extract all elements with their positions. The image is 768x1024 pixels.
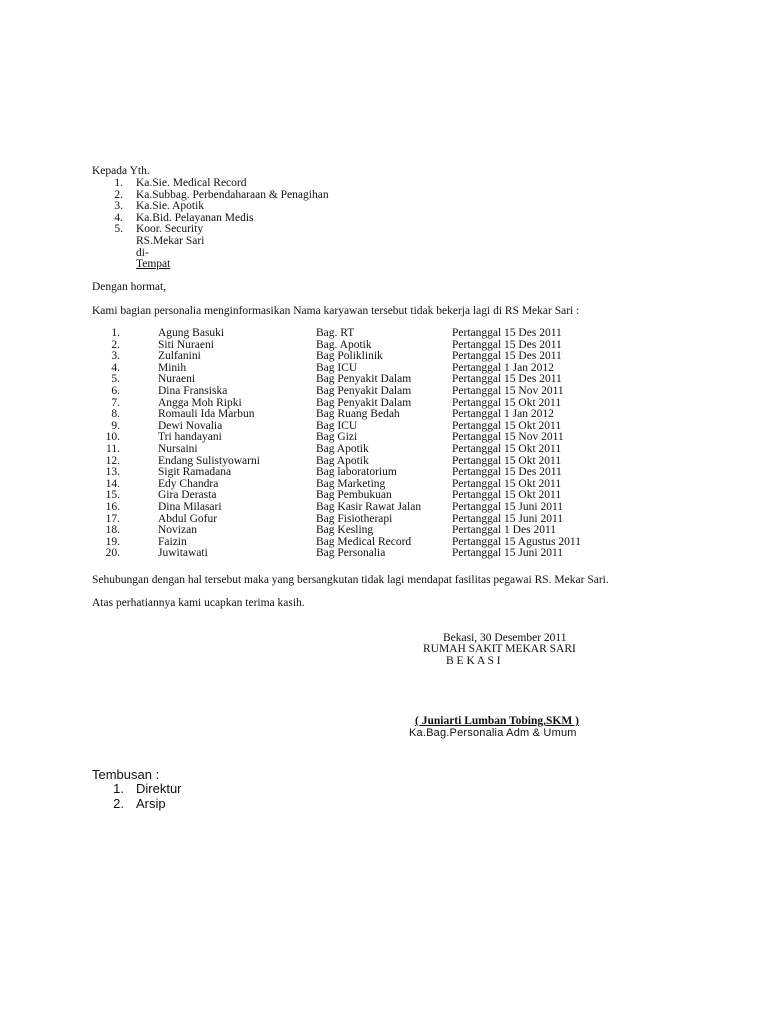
recipient-org: RS.Mekar Sari	[136, 235, 205, 247]
employee-end-date: Pertanggal 1 Des 2011	[452, 524, 557, 537]
employee-end-date: Pertanggal 15 Des 2011	[452, 466, 562, 479]
employee-number: 1.	[111, 327, 120, 339]
employee-name: Agung Basuki	[158, 327, 225, 339]
employee-number: 20.	[105, 547, 120, 560]
employee-number: 14.	[105, 477, 120, 490]
employee-number: 19.	[105, 535, 120, 548]
employee-end-date: Pertanggal 15 Okt 2011	[452, 443, 562, 455]
recipient-di: di-	[136, 247, 149, 259]
employee-number: 9.	[111, 419, 120, 432]
employee-department: Bag Fisiotherapi	[316, 512, 393, 525]
employee-department: Bag Ruang Bedah	[316, 408, 400, 421]
recipient-place: Tempat	[136, 258, 171, 270]
employee-department: Bag Poliklinik	[316, 350, 383, 363]
employee-end-date: Pertanggal 15 Des 2011	[452, 338, 562, 351]
recipient-text: Ka.Sie. Medical Record	[136, 177, 247, 189]
employee-name: Edy Chandra	[158, 477, 219, 490]
employee-name: Abdul Gofur	[158, 512, 218, 525]
employee-name: Nuraeni	[158, 373, 196, 386]
employee-department: Bag Marketing	[316, 477, 386, 490]
institution-city: B E K A S I	[446, 655, 501, 667]
employee-name: Minih	[158, 361, 187, 374]
recipient-number: 5.	[114, 223, 123, 235]
cc-text: Direktur	[136, 781, 182, 796]
employee-name: Dina Fransiska	[158, 385, 228, 397]
recipient-text: Ka.Bid. Pelayanan Medis	[136, 212, 254, 224]
employee-department: Bag Personalia	[316, 547, 386, 560]
employee-number: 16.	[105, 501, 120, 513]
employee-name: Gira Derasta	[158, 489, 217, 502]
employee-number: 5.	[111, 373, 120, 386]
employee-number: 17.	[105, 512, 120, 525]
employee-department: Bag Pembukuan	[316, 489, 392, 502]
employee-name: Faizin	[158, 535, 187, 548]
employee-department: Bag Apotik	[316, 454, 369, 467]
employee-number: 12.	[105, 454, 120, 467]
employee-end-date: Pertanggal 15 Des 2011	[452, 373, 562, 386]
employee-department: Bag ICU	[316, 361, 358, 374]
employee-number: 10.	[105, 431, 120, 444]
employee-number: 15.	[105, 489, 120, 502]
employee-number: 13.	[105, 466, 120, 479]
employee-name: Novizan	[158, 524, 197, 537]
employee-number: 2.	[111, 338, 120, 351]
employee-end-date: Pertanggal 1 Jan 2012	[452, 408, 554, 421]
employee-name: Tri handayani	[158, 431, 222, 444]
recipient-text: Ka.Sie. Apotik	[136, 200, 205, 212]
employee-name: Sigit Ramadana	[158, 466, 232, 479]
employee-name: Romauli Ida Marbun	[158, 408, 255, 421]
employee-end-date: Pertanggal 15 Des 2011	[452, 327, 562, 339]
employee-name: Dewi Novalia	[158, 419, 223, 432]
recipient-number: 3.	[114, 200, 123, 212]
employee-end-date: Pertanggal 15 Okt 2011	[452, 396, 562, 409]
employee-department: Bag. RT	[316, 327, 355, 339]
employee-department: Bag Penyakit Dalam	[316, 396, 412, 409]
recipient-number: 2.	[114, 189, 123, 201]
greeting-to: Kepada Yth.	[92, 165, 150, 177]
employee-end-date: Pertanggal 15 Okt 2011	[452, 454, 562, 467]
employee-department: Bag ICU	[316, 419, 358, 432]
signer-name-text: ( Juniarti Lumban Tobing,SKM )	[415, 715, 579, 727]
intro-paragraph: Kami bagian personalia menginformasikan Nama karyawan tersebut tidak bekerja lagi di RS Mekar Sari :	[92, 305, 580, 317]
employee-end-date: Pertanggal 15 Des 2011	[452, 350, 562, 363]
employee-end-date: Pertanggal 15 Okt 2011	[452, 477, 562, 490]
employee-department: Bag Kesling	[316, 524, 374, 537]
cc-text: Arsip	[136, 796, 166, 811]
employee-department: Bag laboratorium	[316, 466, 397, 479]
employee-department: Bag Penyakit Dalam	[316, 385, 412, 397]
employee-number: 7.	[111, 396, 120, 409]
employee-number: 11.	[106, 443, 120, 455]
employee-end-date: Pertanggal 15 Juni 2011	[452, 547, 564, 560]
employee-name: Zulfanini	[158, 350, 201, 363]
employee-department: Bag Medical Record	[316, 535, 412, 548]
recipient-text: Koor. Security	[136, 223, 204, 235]
employee-name: Juwitawati	[158, 547, 208, 560]
recipient-number: 1.	[114, 177, 123, 189]
signer-title: Ka.Bag.Personalia Adm & Umum	[409, 727, 577, 739]
place-date: Bekasi, 30 Desember 2011	[443, 632, 567, 644]
cc-number: 2.	[113, 796, 124, 811]
employee-department: Bag Gizi	[316, 431, 358, 444]
cc-number: 1.	[113, 781, 124, 796]
employee-end-date: Pertanggal 15 Nov 2011	[452, 385, 564, 397]
employee-number: 3.	[111, 350, 120, 363]
employee-end-date: Pertanggal 15 Nov 2011	[452, 431, 564, 444]
salutation: Dengan hormat,	[92, 281, 167, 293]
employee-end-date: Pertanggal 15 Juni 2011	[452, 512, 564, 525]
employee-name: Siti Nuraeni	[158, 338, 214, 351]
recipient-number: 4.	[114, 212, 123, 224]
employee-number: 6.	[111, 385, 120, 397]
employee-name: Nursaini	[158, 443, 198, 455]
recipient-text: Ka.Subbag. Perbendaharaan & Penagihan	[136, 189, 329, 201]
employee-name: Angga Moh Ripki	[158, 396, 242, 409]
employee-end-date: Pertanggal 15 Agustus 2011	[452, 535, 581, 548]
employee-end-date: Pertanggal 15 Juni 2011	[452, 501, 564, 513]
employee-number: 8.	[111, 408, 120, 421]
employee-department: Bag Penyakit Dalam	[316, 373, 412, 386]
signer-name	[415, 716, 579, 728]
employee-department: Bag Apotik	[316, 443, 369, 455]
institution-name: RUMAH SAKIT MEKAR SARI	[423, 643, 576, 655]
employee-end-date: Pertanggal 15 Okt 2011	[452, 489, 562, 502]
cc-title: Tembusan :	[92, 767, 160, 782]
consequence-paragraph: Sehubungan dengan hal tersebut maka yang bersangkutan tidak lagi mendapat fasilitas pegawai RS. Mekar Sari.	[92, 574, 609, 586]
closing-paragraph: Atas perhatiannya kami ucapkan terima kasih.	[92, 597, 305, 609]
employee-number: 18.	[105, 524, 120, 537]
employee-name: Dina Milasari	[158, 501, 222, 513]
employee-department: Bag. Apotik	[316, 338, 372, 351]
employee-department: Bag Kasir Rawat Jalan	[316, 501, 422, 513]
employee-end-date: Pertanggal 1 Jan 2012	[452, 361, 554, 374]
employee-end-date: Pertanggal 15 Okt 2011	[452, 419, 562, 432]
employee-name: Endang Sulistyowarni	[158, 454, 260, 467]
employee-number: 4.	[111, 361, 120, 374]
